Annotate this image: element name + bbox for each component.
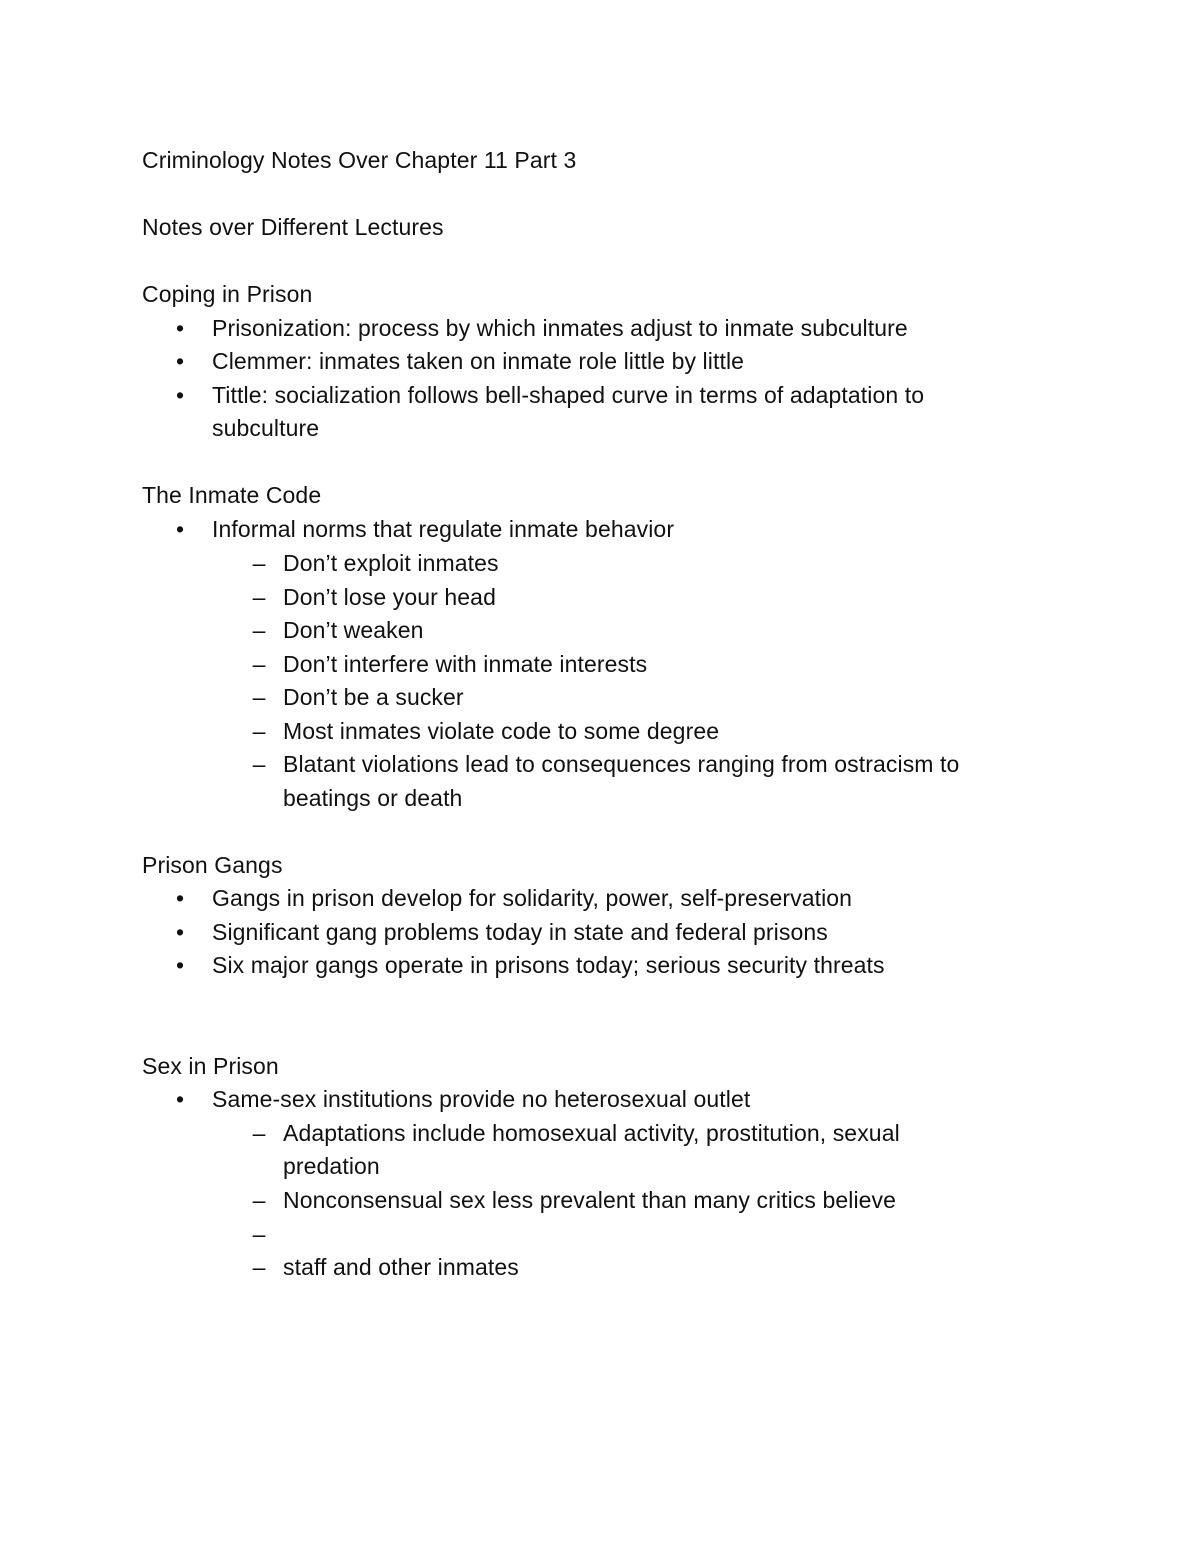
document-subtitle: Notes over Different Lectures	[142, 214, 444, 240]
list-item: Tittle: socialization follows bell-shaped curve in terms of adaptation to	[212, 382, 925, 408]
bullet-icon: •	[175, 516, 185, 542]
list-item: Informal norms that regulate inmate behavior	[212, 516, 675, 542]
dash-icon: –	[252, 617, 266, 643]
sub-list-item-continuation: predation	[283, 1153, 380, 1179]
sub-list-item: Don’t interfere with inmate interests	[283, 651, 648, 677]
bullet-icon: •	[175, 1086, 185, 1112]
dash-icon: –	[252, 1187, 266, 1213]
list-item: Gangs in prison develop for solidarity, power, self-preservation	[212, 885, 853, 911]
dash-icon: –	[252, 584, 266, 610]
bullet-icon: •	[175, 952, 185, 978]
sub-list-item: Don’t be a sucker	[283, 684, 464, 710]
sub-list-item: Don’t lose your head	[283, 584, 496, 610]
section-heading-inmate-code: The Inmate Code	[142, 482, 322, 508]
dash-icon: –	[252, 651, 266, 677]
bullet-icon: •	[175, 382, 185, 408]
dash-icon: –	[252, 718, 266, 744]
dash-icon: –	[252, 751, 266, 777]
document-title: Criminology Notes Over Chapter 11 Part 3	[142, 147, 577, 173]
list-item: Clemmer: inmates taken on inmate role little by little	[212, 348, 745, 374]
sub-list-item: Nonconsensual sex less prevalent than many critics believe	[283, 1187, 897, 1213]
dash-icon: –	[252, 550, 266, 576]
sub-list-item: Don’t exploit inmates	[283, 550, 499, 576]
sub-list-item: Adaptations include homosexual activity, prostitution, sexual	[283, 1120, 900, 1146]
section-heading-coping: Coping in Prison	[142, 281, 313, 307]
dash-icon: –	[252, 1120, 266, 1146]
bullet-icon: •	[175, 315, 185, 341]
section-heading-sex-in-prison: Sex in Prison	[142, 1053, 279, 1079]
list-item: Prisonization: process by which inmates adjust to inmate subculture	[212, 315, 908, 341]
sub-list-item: Most inmates violate code to some degree	[283, 718, 720, 744]
bullet-icon: •	[175, 348, 185, 374]
list-item: Significant gang problems today in state and federal prisons	[212, 919, 828, 945]
section-heading-prison-gangs: Prison Gangs	[142, 852, 283, 878]
dash-icon: –	[252, 684, 266, 710]
dash-icon: –	[252, 1254, 266, 1280]
sub-list-item-continuation: beatings or death	[283, 785, 463, 811]
list-item-continuation: subculture	[212, 415, 320, 441]
dash-icon: –	[252, 1221, 266, 1247]
sub-list-item: Blatant violations lead to consequences ranging from ostracism to	[283, 751, 960, 777]
bullet-icon: •	[175, 885, 185, 911]
sub-list-item: staff and other inmates	[283, 1254, 519, 1280]
list-item: Six major gangs operate in prisons today; serious security threats	[212, 952, 885, 978]
bullet-icon: •	[175, 919, 185, 945]
list-item: Same-sex institutions provide no heterosexual outlet	[212, 1086, 751, 1112]
sub-list-item: Don’t weaken	[283, 617, 424, 643]
